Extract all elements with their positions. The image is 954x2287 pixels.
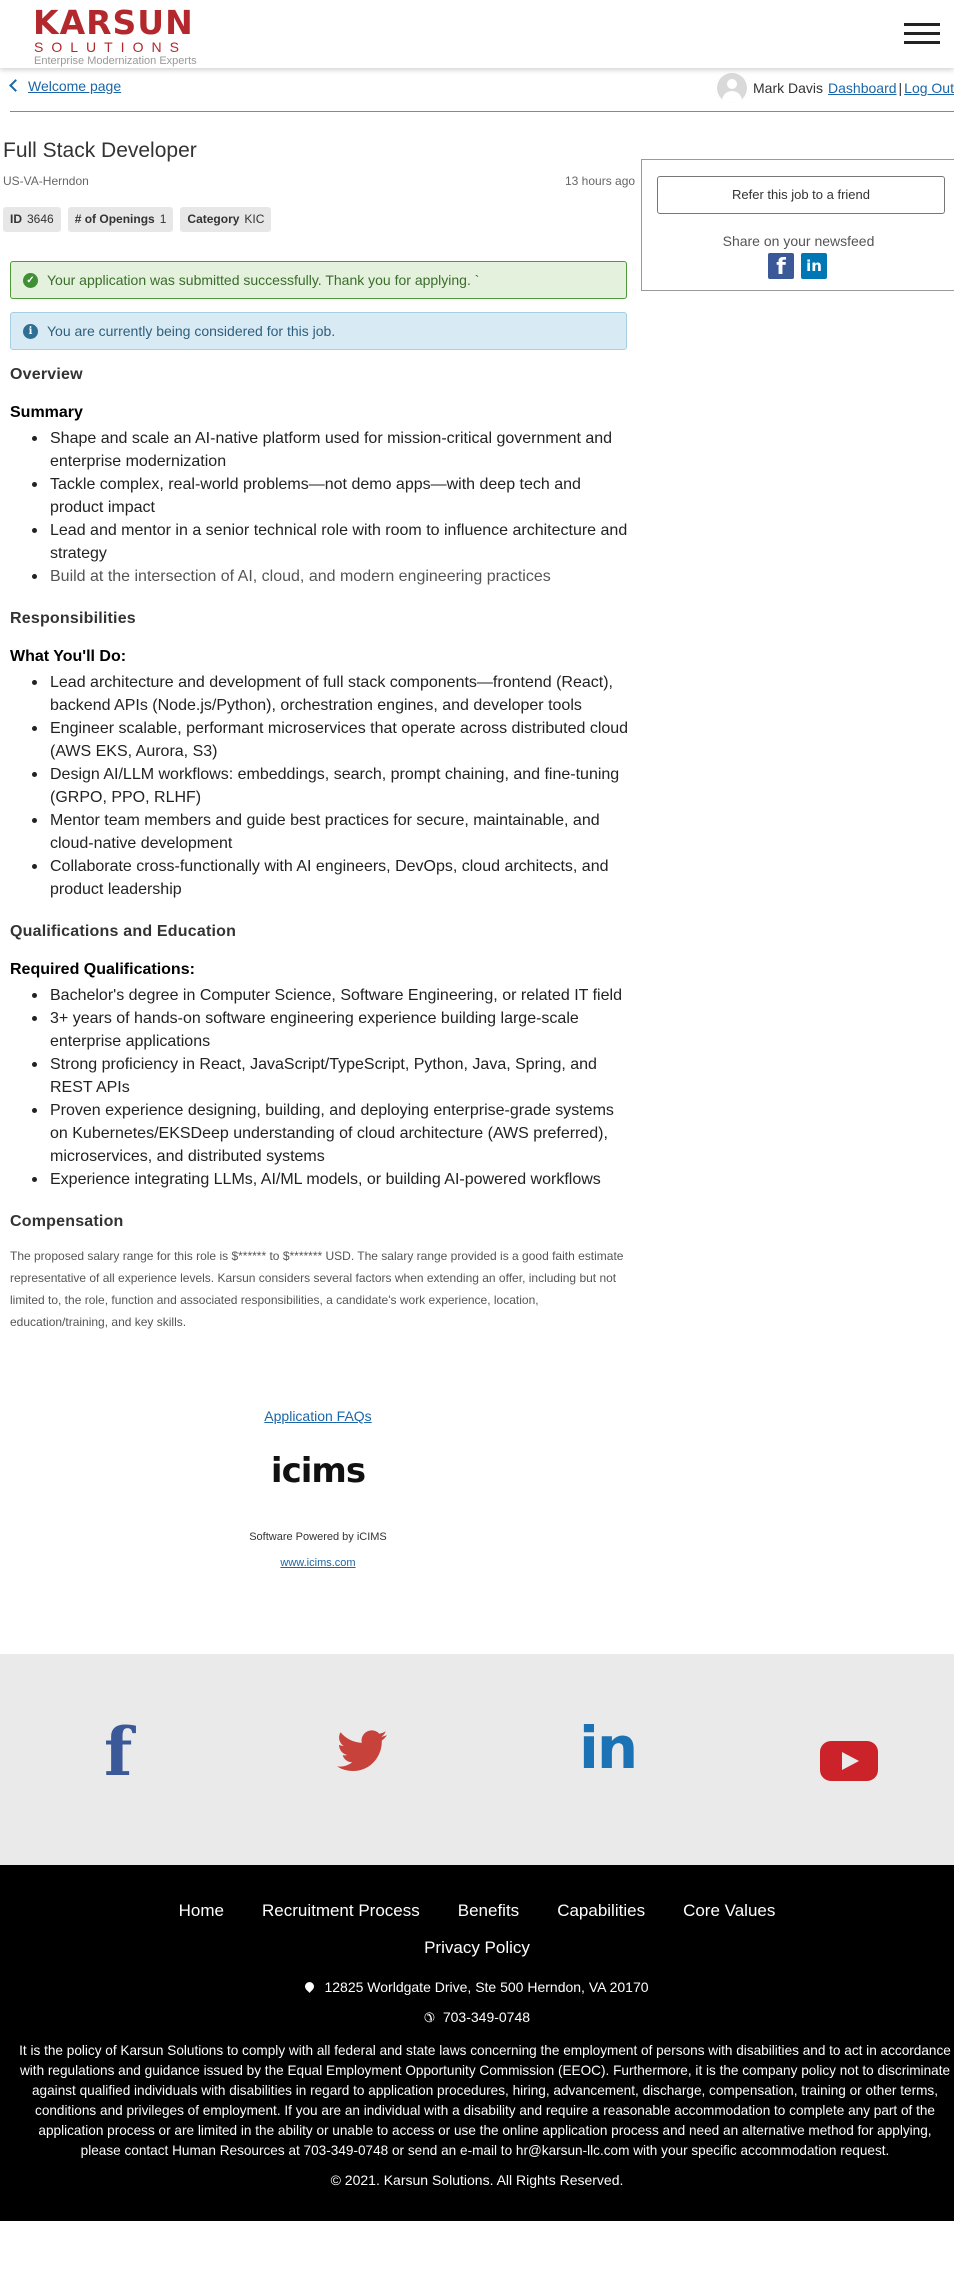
user-name: Mark Davis (753, 80, 824, 96)
copyright: © 2021. Karsun Solutions. All Rights Reserved. (330, 2172, 624, 2188)
twitter-icon[interactable] (337, 1730, 387, 1777)
compensation-text: The proposed salary range for this role is $****** to $******* USD. The salary range provided is a good faith estimate representative of all experience levels. Karsun considers several factors when extending an offer, including but not limited to, the role, function and associated responsibilities, a candidate's work experience, location, education/training, and key skills. (10, 1249, 624, 1329)
footer-link-recruitment[interactable]: Recruitment Process (261, 1901, 420, 1920)
social-band (0, 1654, 954, 1865)
summary-list (26, 427, 630, 588)
refer-friend-button[interactable]: Refer this job to a friend (657, 176, 945, 214)
footer-link-core-values[interactable]: Core Values (683, 1901, 776, 1920)
footer-link-capabilities[interactable]: Capabilities (557, 1901, 646, 1920)
tag-openings: # of Openings 1 (68, 207, 174, 232)
icims-url-link[interactable]: www.icims.com (280, 1557, 356, 1569)
info-alert: i You are currently being considered for this job. (10, 312, 627, 350)
youtube-icon[interactable] (820, 1741, 878, 1781)
facebook-icon[interactable]: f (768, 253, 794, 279)
summary-heading: Summary (10, 404, 83, 421)
check-circle-icon: ✓ (23, 273, 38, 288)
qualifications-heading: Qualifications and Education (10, 923, 237, 940)
icims-logo: icims (270, 1451, 366, 1491)
avatar (717, 73, 747, 103)
job-title: Full Stack Developer (3, 139, 197, 162)
accessibility-policy: It is the policy of Karsun Solutions to comply with all federal and state laws concerning the employment of persons with disabilities and to act in accordance with regulations and guidance issued by the Equal Employment Opportunity Commission (EEOC). Furthermore, it is the company policy not to discriminate against qualified individuals with disabilities in regard to application procedures, hiring, advancement, discharge, compensation, training or other terms, conditions and privileges of employment. If you are an individual with a disability and require a reasonable accommodation to complete any part of the application process or are limited in the ability or unable to access or use the online application process and need an alternative method for applying, please contact Human Resources at 703-349-0748 or send an e-mail to hr@karsun-llc.com with your specific accommodation request. (19, 2043, 951, 2158)
logout-link[interactable]: Log Out (904, 80, 954, 96)
application-faqs-link[interactable]: Application FAQs (264, 1408, 372, 1424)
list-item: Lead and mentor in a senior technical role with room to influence architecture and strategy (26, 519, 630, 565)
job-tags (3, 207, 278, 232)
powered-by-text: Software Powered by iCIMS (249, 1531, 387, 1543)
divider (10, 111, 954, 112)
list-item: Proven experience designing, building, and deploying enterprise-grade systems on Kubernetes/EKSDeep understanding of cloud architecture (AWS preferred), microservices, and distributed systems (26, 1099, 630, 1168)
job-location: US-VA-Herndon (3, 174, 89, 188)
list-item: Experience integrating LLMs, AI/ML models, or building AI-powered workflows (26, 1168, 630, 1191)
footer-address: 12825 Worldgate Drive, Ste 500 Herndon, VA 20170 (0, 1979, 954, 1995)
list-item: Collaborate cross-functionally with AI engineers, DevOps, cloud architects, and product leadership (26, 855, 630, 901)
compensation-heading: Compensation (10, 1213, 124, 1230)
list-item: Engineer scalable, performant microservices that operate across distributed cloud (AWS EKS, Aurora, S3) (26, 717, 630, 763)
chevron-left-icon (9, 79, 22, 92)
list-item: Design AI/LLM workflows: embeddings, search, prompt chaining, and fine-tuning (GRPO, PPO, RLHF) (26, 763, 630, 809)
responsibilities-heading: Responsibilities (10, 610, 136, 627)
footer-link-home[interactable]: Home (178, 1901, 224, 1920)
job-description (10, 366, 630, 1333)
posted-time: 13 hours ago (565, 174, 636, 188)
dashboard-link[interactable]: Dashboard (828, 80, 897, 96)
qualifications-list (26, 984, 630, 1191)
logo-sub: SOLUTIONS (34, 39, 187, 55)
list-item: 3+ years of hands-on software engineering experience building large-scale enterprise applications (26, 1007, 630, 1053)
list-item: Bachelor's degree in Computer Science, Software Engineering, or related IT field (26, 984, 630, 1007)
footer-link-benefits[interactable]: Benefits (457, 1901, 520, 1920)
list-item: Strong proficiency in React, JavaScript/TypeScript, Python, Java, Spring, and REST APIs (26, 1053, 630, 1099)
footer-phone: ✆ 703-349-0748 (423, 2009, 531, 2025)
info-icon: i (23, 324, 38, 339)
logo-name: KARSUN (33, 3, 194, 42)
linkedin-icon[interactable]: in (801, 253, 827, 279)
nav-separator: | (898, 80, 903, 96)
list-item: Shape and scale an AI-native platform used for mission-critical government and enterprise modernization (26, 427, 630, 473)
tag-id: ID 3646 (3, 207, 61, 232)
required-qualifications-heading: Required Qualifications: (10, 961, 195, 978)
site-header (0, 0, 954, 68)
map-pin-icon (304, 1980, 317, 1993)
phone-icon: ✆ (423, 2010, 435, 2025)
share-sidebar (641, 159, 954, 291)
logo-tagline: Enterprise Modernization Experts (34, 55, 197, 67)
tag-category: Category KIC (180, 207, 271, 232)
success-alert: ✓ Your application was submitted successfully. Thank you for applying. ` (10, 261, 627, 299)
facebook-icon[interactable]: f (104, 1713, 133, 1791)
user-area (717, 73, 954, 103)
footer-link-privacy[interactable]: Privacy Policy (424, 1938, 530, 1957)
karsun-logo[interactable] (33, 3, 197, 68)
responsibilities-list (26, 671, 630, 901)
site-footer (0, 1865, 954, 2221)
menu-icon[interactable] (904, 23, 940, 45)
what-youll-do-heading: What You'll Do: (10, 648, 127, 665)
footer-nav (0, 1901, 954, 1921)
share-icons (768, 253, 834, 279)
list-item: Lead architecture and development of full stack components—frontend (React), backend APIs (Node.js/Python), orchestration engines, and developer tools (26, 671, 630, 717)
overview-heading: Overview (10, 366, 83, 383)
welcome-page-link[interactable]: Welcome page (11, 78, 121, 94)
list-item: Build at the intersection of AI, cloud, and modern engineering practices (26, 565, 630, 588)
linkedin-icon[interactable]: in (579, 1714, 637, 1782)
list-item: Tackle complex, real-world problems—not demo apps—with deep tech and product impact (26, 473, 630, 519)
share-label: Share on your newsfeed (722, 233, 875, 249)
list-item: Mentor team members and guide best practices for secure, maintainable, and cloud-native development (26, 809, 630, 855)
